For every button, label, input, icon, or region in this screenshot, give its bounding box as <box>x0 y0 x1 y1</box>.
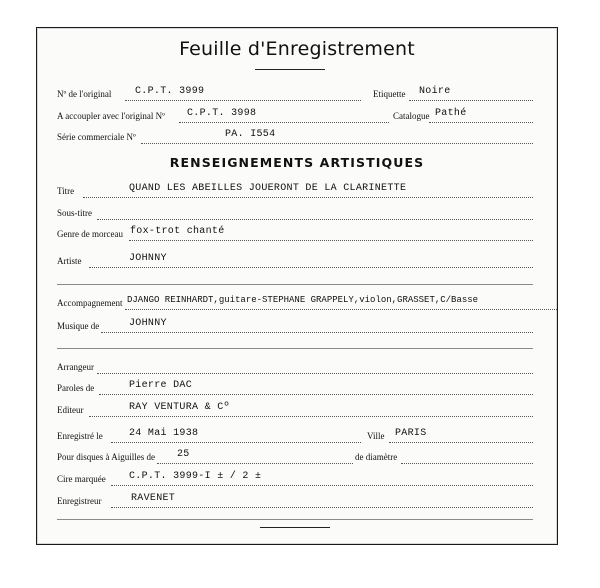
disques-value: 25 <box>177 449 190 460</box>
diametre-line <box>401 463 533 464</box>
paroles-label: Paroles de <box>57 383 95 393</box>
musique-line <box>101 332 533 333</box>
footer-rule <box>260 527 330 528</box>
sheet-title: Feuille d'Enregistrement <box>179 38 415 60</box>
cire-line <box>111 485 533 486</box>
catalogue-value: Pathé <box>435 108 467 119</box>
etiquette-value: Noire <box>419 86 451 97</box>
artiste-value: JOHNNY <box>129 253 167 264</box>
original-number-line <box>125 100 361 101</box>
editeur-label: Editeur <box>57 405 84 415</box>
disques-line <box>157 463 353 464</box>
accoupler-label: A accoupler avec l'original Nº <box>57 111 165 121</box>
blank-line <box>57 284 533 285</box>
enregistre-label: Enregistré le <box>57 431 103 441</box>
cire-value: C.P.T. 3999-I ± / 2 ± <box>129 471 262 482</box>
musique-value: JOHNNY <box>129 318 167 329</box>
blank-line <box>57 519 533 520</box>
ville-line <box>389 442 533 443</box>
enregistre-line <box>111 442 361 443</box>
editeur-line <box>89 416 533 417</box>
genre-line <box>129 240 533 241</box>
accompagnement-label: Accompagnement <box>57 298 123 308</box>
serie-label: Série commerciale Nº <box>57 132 136 142</box>
titre-label: Titre <box>57 186 75 196</box>
etiquette-label: Etiquette <box>373 89 406 99</box>
accoupler-value: C.P.T. 3998 <box>187 108 257 119</box>
paroles-line <box>99 394 533 395</box>
blank-line <box>57 348 533 349</box>
artiste-line <box>89 267 533 268</box>
accompagnement-clip <box>127 293 557 309</box>
accompagnement-line <box>125 309 557 310</box>
genre-label: Genre de morceau <box>57 229 123 239</box>
recording-sheet <box>36 27 558 545</box>
enregistreur-label: Enregistreur <box>57 496 102 506</box>
arrangeur-label: Arrangeur <box>57 362 94 372</box>
original-number-value: C.P.T. 3999 <box>135 86 205 97</box>
disques-label: Pour disques à Aiguilles de <box>57 452 155 462</box>
musique-label: Musique de <box>57 321 100 331</box>
enregistreur-value: RAVENET <box>131 493 176 504</box>
catalogue-line <box>429 122 533 123</box>
accompagnement-value: DJANGO REINHARDT,guitare-STEPHANE GRAPPELY,violon,GRASSET,C/Basse <box>127 295 479 305</box>
catalogue-label: Catalogue <box>393 111 430 121</box>
paroles-value: Pierre DAC <box>129 380 193 391</box>
diametre-label: de diamètre <box>355 452 398 462</box>
title-underline <box>255 69 325 70</box>
cire-label: Cire marquée <box>57 474 106 484</box>
titre-line <box>83 197 533 198</box>
accoupler-line <box>179 122 389 123</box>
serie-value: PA. I554 <box>225 129 276 140</box>
enregistre-value: 24 Mai 1938 <box>129 428 199 439</box>
ville-label: Ville <box>367 431 385 441</box>
sous-titre-label: Sous-titre <box>57 208 92 218</box>
original-number-label: Nº de l'original <box>57 89 112 99</box>
genre-value: fox-trot chanté <box>130 226 225 237</box>
arrangeur-line <box>97 373 533 374</box>
ville-value: PARIS <box>395 428 427 439</box>
artiste-label: Artiste <box>57 256 82 266</box>
section-heading: RENSEIGNEMENTS ARTISTIQUES <box>169 155 425 170</box>
titre-value: QUAND LES ABEILLES JOUERONT DE LA CLARINETTE <box>129 183 407 194</box>
enregistreur-line <box>111 507 533 508</box>
editeur-value: RAY VENTURA & Cº <box>129 402 230 413</box>
serie-line <box>141 143 533 144</box>
sous-titre-line <box>97 219 533 220</box>
etiquette-line <box>409 100 533 101</box>
